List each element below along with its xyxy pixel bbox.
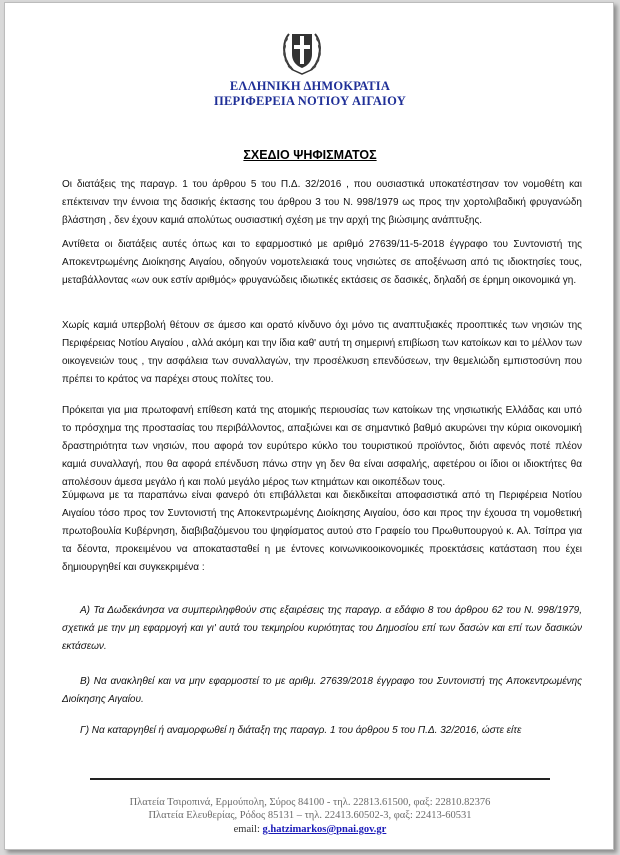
document-title-wrap [0, 146, 620, 164]
document-title: ΣΧΕΔΙΟ ΨΗΦΙΣΜΑΤΟΣ [243, 148, 377, 162]
paragraph: Οι διατάξεις της παραγρ. 1 του άρθρου 5 του Π.Δ. 32/2016 , που ουσιαστικά υποκατέστησαν τον νομοθέτη και επέκτειναν την έννοια της δασικής έκτασης του άρθρου 3 του Ν. 998/1979 ως προς την χορτολιβαδική φρυγανώδη βλάστηση , δεν έχουν καμιά απολύτως ουσιαστική σχέση με την αρχή της βιώσιμης ανάπτυξης. [62, 179, 582, 226]
paragraph: Πρόκειται για μια πρωτοφανή επίθεση κατά της ατομικής περιουσίας των κατοίκων της νησιωτικής Ελλάδας και υπό το πρόσχημα της προστασίας του περιβάλλοντος, απαξιώνει και σε σημαντικό βαθμό ακυρώνει την κύρια οικονομική δραστηριότητα των νησιών, που αφορά τον ευρύτερο κύκλο του τουριστικού προϊόντος, διότι αφενός ποτέ πλέον καμιά συναλλαγή, που θα αφορά επένδυση πάνω στην γη δεν θα είναι ασφαλής, αφετέρου οι ίδιοι οι ιδιοκτήτες θα απολέσουν άμεσα μεγάλο ή και πολύ μεγάλο μέρος των κτημάτων και οικοπέδων τους. [62, 405, 582, 488]
footer-divider [90, 778, 550, 780]
demand-item: Γ) Να καταργηθεί ή αναμορφωθεί η διάταξη της παραγρ. 1 του άρθρου 5 του Π.Δ. 32/2016, ώστε είτε [80, 725, 522, 736]
paragraph: Σύμφωνα με τα παραπάνω είναι φανερό ότι επιβάλλεται και διεκδικείται αποφασιστικά από τη Περιφέρεια Νοτίου Αιγαίου τόσο προς τον Συντονιστή της Αποκεντρωμένης Διοίκησης Αιγαίου, όσο και προς την έχουσα τη νομοθετική πρωτοβουλία Κυβέρνηση, διαβιβαζόμενου του ψηφίσματος αυτού στο Γραφείο του Πρωθυπουργού κ. Αλ. Τσίπρα για τα δέοντα, προκειμένου να αποκατασταθεί η με έντονες κοινωνικοοικονομικές προεκτάσεις κατάσταση που έχει δημιουργηθεί και συγκεκριμένα : [62, 490, 582, 573]
header-region: ΠΕΡΙΦΕΡΕΙΑ ΝΟΤΙΟΥ ΑΙΓΑΙΟΥ [214, 94, 406, 108]
paragraph: Χωρίς καμιά υπερβολή θέτουν σε άμεσο και ορατό κίνδυνο όχι μόνο τις αναπτυξιακές προοπτικές των νησιών της Περιφέρειας Νοτίου Αιγαίου , αλλά ακόμη και την ίδια καθ' αυτή τη σημερινή επιβίωση των κατοίκων και το μέλλον των οικογενειών τους , την ασφάλεια των συναλλαγών, την προσέλκυση επενδύσεων, την θεμελιώδη εμπιστοσύνη που πρέπει το κράτος να παρέχει στους πολίτες του. [62, 320, 582, 385]
footer-email-label: email: [233, 824, 260, 835]
footer-address-syros: Πλατεία Τσιροπινά, Ερμούπολη, Σύρος 84100 - τηλ. 22813.61500, φαξ: 22810.82376 [129, 797, 491, 808]
header-country: ΕΛΛΗΝΙΚΗ ΔΗΜΟΚΡΑΤΙΑ [229, 79, 391, 93]
footer-address-rhodes: Πλατεία Ελευθερίας, Ρόδος 85131 – τηλ. 22413.60502-3, φαξ: 22413-60531 [148, 810, 472, 821]
greek-coat-of-arms-icon [279, 26, 325, 78]
footer-email-line [0, 824, 620, 835]
demand-item: Α) Τα Δωδεκάνησα να συμπεριληφθούν στις εξαιρέσεις της παραγρ. α εδάφιο 8 του άρθρου 62 του Ν. 998/1979, σχετικά με την μη εφαρμογή και γι' αυτά του τεκμηρίου κυριότητας του Δημοσίου επί των δασών και επί των δασικών εκτάσεων. [62, 605, 582, 652]
paragraph: Αντίθετα οι διατάξεις αυτές όπως και το εφαρμοστικό με αριθμό 27639/11-5-2018 έγγραφο του Συντονιστή της Αποκεντρωμένης Διοίκησης Αιγαίου, οδηγούν νομοτελειακά τους νησιώτες σε αποξένωση από τις ιδιοκτησίες τους, μεταβάλλοντας «ων ουκ εστίν αριθμός» φρυγανώδεις ιδιωτικές εκτάσεις σε δασικές, δηλαδή σε έρημη οικονομικά γη. [62, 239, 582, 286]
footer-email-link[interactable]: g.hatzimarkos@pnai.gov.gr [262, 824, 387, 835]
demand-item: Β) Να ανακληθεί και να μην εφαρμοστεί το με αριθμ. 27639/2018 έγγραφο του Συντονιστή της Αποκεντρωμένης Διοίκησης Αιγαίου. [62, 676, 582, 705]
